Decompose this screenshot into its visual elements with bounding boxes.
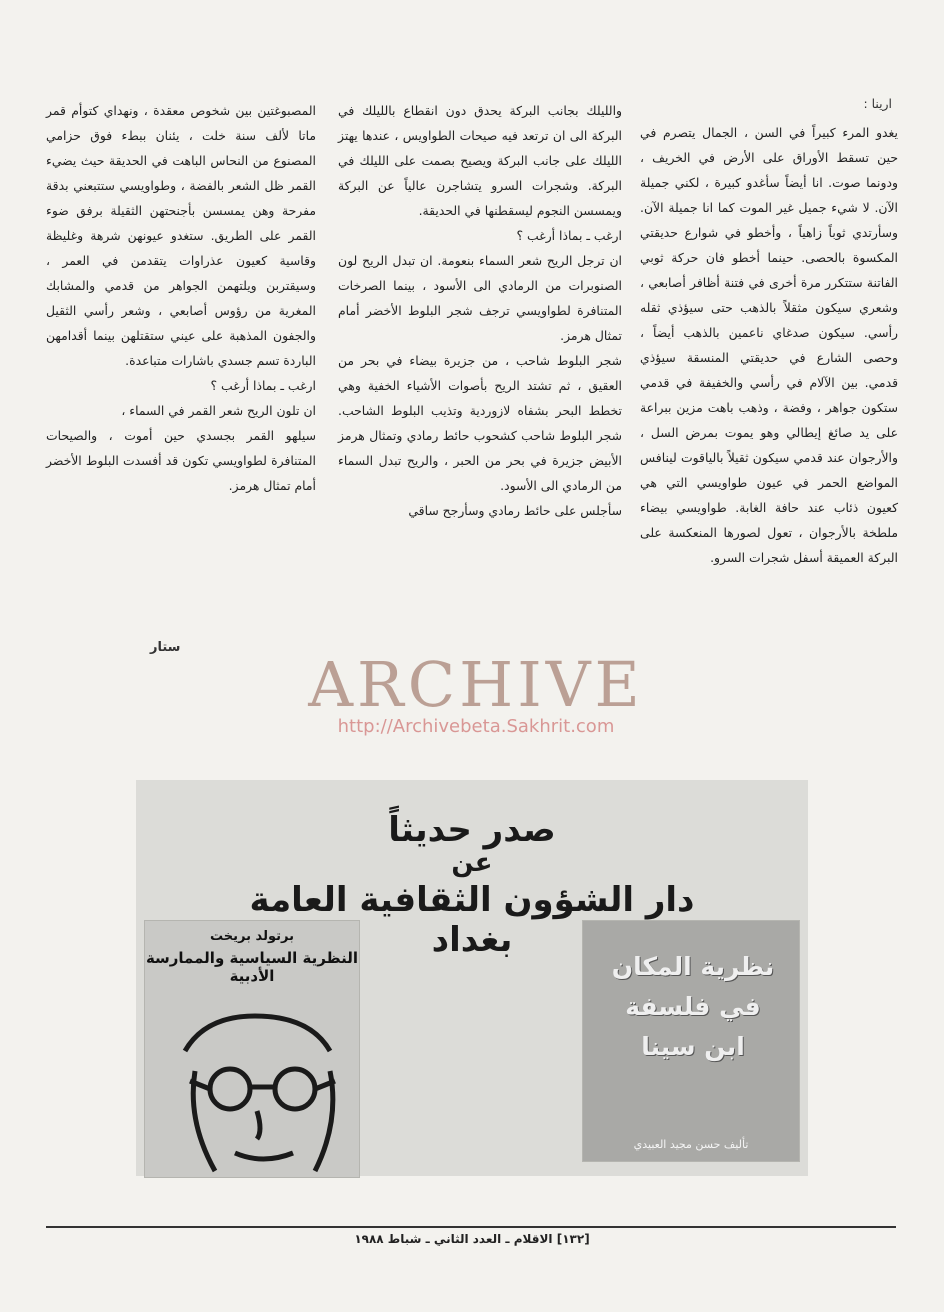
paragraph: شجر البلوط شاحب ، من جزيرة بيضاء في بحر من العقيق ، ثم تشتد الريح بأصوات الأشياء الخفية وهي تخطط البحر بشفاه لازوردية وتذيب البلوط الشاحب. شجر البلوط شاحب كشحوب حائط رمادي وتمثال هرمز الأبيض جزيرة في بحر من الحبر ، والريح تبدل السماء من الرمادي الى الأسود.: [338, 353, 622, 493]
ad-preposition: عن: [451, 848, 493, 878]
text-column-middle: [338, 98, 622, 523]
paragraph: ان تلون الريح شعر القمر في السماء ،: [121, 403, 316, 418]
book-cover-brecht: [144, 920, 360, 1178]
footer-divider: [46, 1226, 896, 1228]
ad-city: بغداد: [431, 920, 513, 960]
archive-watermark-url: http://Archivebeta.Sakhrit.com: [337, 716, 615, 737]
text-column-right: [640, 120, 898, 570]
archive-watermark: ARCHIVE: [308, 648, 644, 721]
book-cover-ibn-sina: [582, 920, 800, 1162]
paragraph: ارغب ـ بماذا أرغب ؟: [516, 228, 622, 243]
paragraph: ارغب ـ بماذا أرغب ؟: [210, 378, 316, 393]
ad-headline: صدر حديثاً: [388, 810, 556, 850]
book-title: النظرية السياسية والممارسة الأدبية: [145, 949, 359, 985]
portrait-illustration: [145, 921, 359, 1177]
paragraph: يغدو المرء كبيراً في السن ، الجمال يتصرم في حين تسقط الأوراق على الأرض في الخريف ، ودونما صوت. انا أيضاً سأغدو كبيرة ، لكني جميلة الآن. لا شيء جميل غير الموت كما انا جميلة الآن. وسأرتدي ثوباً زاهياً ، وأخطو في شوارع حديقتي المكسوة بالحصى. حينما أخطو فان حركة ثوبي الفاتنة ستتكرر مرة أخرى في فتنة أظافر أصابعي ، وشعري سيكون مثقلاً بالذهب حتى سيؤذي ثقله رأسي. سيكون صدغاي ناعمين بالذهب أيضاً ، وحصى الشارع في حديقتي المنسقة سيؤذي قدمي. بين الآلام في رأسي والخفيفة في قدمي ستكون جواهر ، وفضة ، وذهب باهت مزين ببراعة على يد صائغ إيطالي وهو يموت بمرض السل ، والأرجوان عند قدمي سيكون ثقيلاً بالياقوت لينافس المواضع الحمر في عيون طواويسي التي هي كعيون ذئاب عند حافة الغابة. طواويسي بيضاء ملطخة بالأرجوان ، تعول لصورها المنعكسة على البركة العميقة أسفل شجرات السرو.: [640, 125, 898, 565]
paragraph: والليلك بجانب البركة يحدق دون انقطاع بالليلك في البركة الى ان ترتعد فيه صيحات الطواويس ، عندها يهتز الليلك على جانب البركة ويصيح بصمت على الليلك في البركة. وشجرات السرو يتشاجرن عالياً عن البركة ويمسسن النجوم ليسقطنها في الحديقة.: [338, 103, 622, 218]
page-fragment-heading: ارينا :: [863, 96, 892, 111]
book-author: تأليف حسن مجيد العبيدي: [633, 1138, 749, 1151]
paragraph: المصبوغتين بين شخوص معقدة ، ونهداي كتوأم قمر ماتا لألف سنة خلت ، يئنان ببطء فوق حزامي المصنوع من النحاس الباهت في الحديقة حيث يضيء القمر ظل الشعر بالفضة ، وطواويسي ستتبعني بدقة مفرحة وهن يمسسن بأجنحتهن الثقيلة برفق ضوء القمر على الطريق. ستغدو عيونهن شرهة وغليظة وقاسية كعيون عذراوات يتقدمن في العمر ، وسيقتربن ويلتهمن الجواهر من قدمي والمشابك المغرية من رؤوس أصابعي ، وشعر رأسي الثقيل والجفون المذهبة على عيني ستقتلهن بينما أقدامهن الباردة تسم جسدي باشارات متباعدة.: [46, 103, 316, 368]
page-footer: [١٣٢] الاقلام ـ العدد الثاني ـ شباط ١٩٨٨: [354, 1232, 590, 1246]
book-advertisement: [136, 780, 808, 1176]
paragraph: ان ترجل الريح شعر السماء بنعومة. ان تبدل الريح لون الصنوبرات من الرمادي الى الأسود ، بينما الصرخات المتنافرة لطواويسي ترجف شجر البلوط الأخضر أمام تمثال هرمز.: [338, 253, 622, 343]
ad-publisher: دار الشؤون الثقافية العامة: [249, 880, 695, 920]
author-signature: ستار: [150, 640, 181, 655]
paragraph: سيلهو القمر بجسدي حين أموت ، والصيحات المتنافرة لطواويسي تكون قد أفسدت البلوط الأخضر أمام تمثال هرمز.: [46, 428, 316, 493]
text-column-left: [46, 98, 316, 498]
paragraph: سأجلس على حائط رمادي وسأرجح ساقي: [408, 503, 622, 518]
book-author: برتولد بريخت: [210, 929, 294, 944]
book-title: نظرية المكان في فلسفة ابن سينا: [611, 952, 775, 1061]
